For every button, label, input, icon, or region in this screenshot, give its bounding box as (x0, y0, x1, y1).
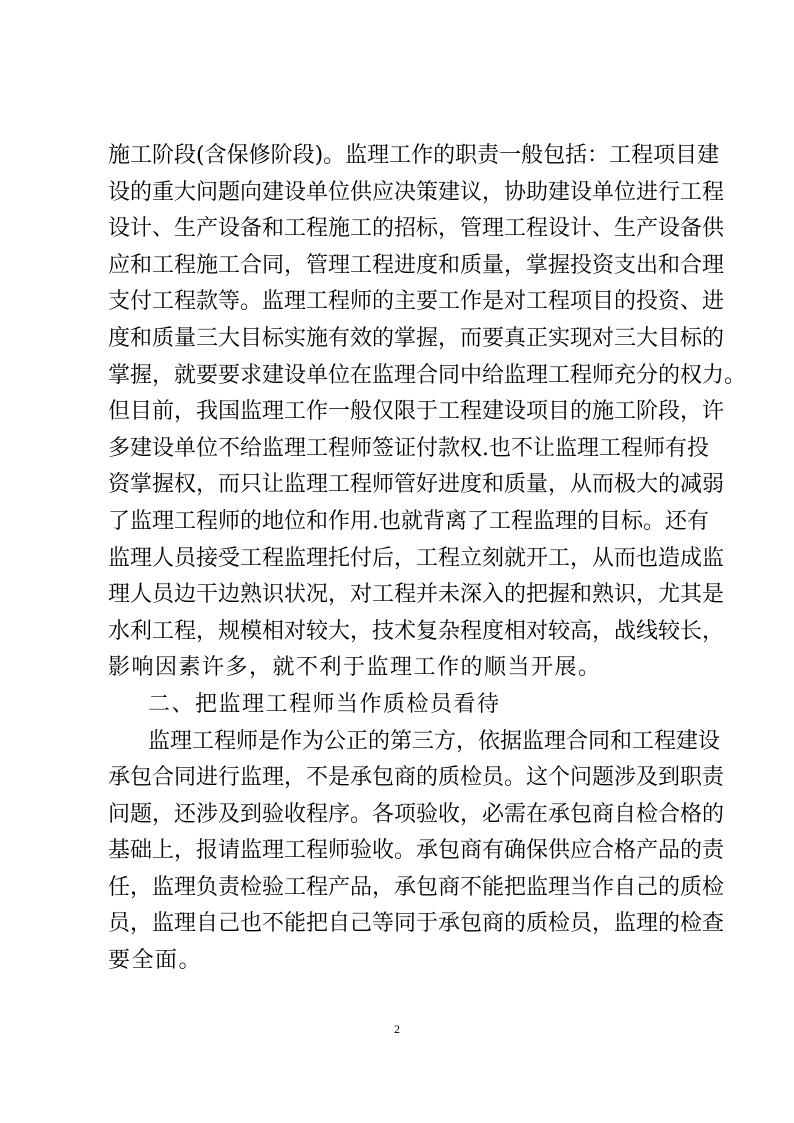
paragraph-1-line: 应和工程施工合同，管理工程进度和质量，掌握投资支出和合理 (108, 252, 725, 278)
body-text (108, 138, 747, 980)
paragraph-2-line: 要全面。 (108, 948, 203, 974)
paragraph-1-line: 施工阶段(含保修阶段)。监理工作的职责一般包括：工程项目建 (108, 143, 720, 168)
paragraph-2-line: 承包合同进行监理，不是承包商的质检员。这个问题涉及到职责 (108, 765, 725, 791)
paragraph-1-line: 支付工程款等。监理工程师的主要工作是对工程项目的投资、进 (108, 289, 725, 315)
paragraph-2-line: 问题，还涉及到验收程序。各项验收，必需在承包商自检合格的 (108, 801, 725, 827)
paragraph-1-line: 了监理工程师的地位和作用.也就背离了工程监理的目标。还有 (108, 508, 709, 534)
paragraph-1-line: 多建设单位不给监理工程师签证付款权.也不让监理工程师有投 (108, 435, 709, 461)
paragraph-1-line: 设的重大问题向建设单位供应决策建议，协助建设单位进行工程 (108, 179, 725, 205)
paragraph-1-line: 资掌握权，而只让监理工程师管好进度和质量，从而极大的减弱 (108, 472, 725, 498)
page-number: 2 (394, 1022, 400, 1036)
paragraph-2-line: 基础上，报请监理工程师验收。承包商有确保供应合格产品的责 (108, 838, 725, 864)
paragraph-1-line: 水利工程，规模相对较大，技术复杂程度相对较高，战线较长， (108, 618, 725, 644)
section-heading: 二、把监理工程师当作质检员看待 (148, 691, 501, 717)
paragraph-1-line: 监理人员接受工程监理托付后，工程立刻就开工，从而也造成监 (108, 545, 725, 571)
paragraph-1-line: 但目前，我国监理工作一般仅限于工程建设项目的施工阶段，许 (108, 399, 725, 425)
paragraph-1-line: 掌握，就要要求建设单位在监理合同中给监理工程师充分的权力。 (108, 362, 747, 388)
paragraph-2-line: 员，监理自己也不能把自己等同于承包商的质检员，监理的检查 (108, 911, 725, 937)
paragraph-1-line: 设计、生产设备和工程施工的招标，管理工程设计、生产设备供 (108, 216, 725, 242)
paragraph-1-line: 理人员边干边熟识状况，对工程并未深入的把握和熟识，尤其是 (108, 582, 725, 608)
paragraph-2-line: 监理工程师是作为公正的第三方，依据监理合同和工程建设 (148, 728, 721, 754)
paragraph-2-line: 任，监理负责检验工程产品，承包商不能把监理当作自己的质检 (108, 874, 725, 900)
paragraph-1-line: 影响因素许多，就不利于监理工作的顺当开展。 (108, 655, 602, 681)
paragraph-1-line: 度和质量三大目标实施有效的掌握，而要真正实现对三大目标的 (108, 325, 725, 351)
